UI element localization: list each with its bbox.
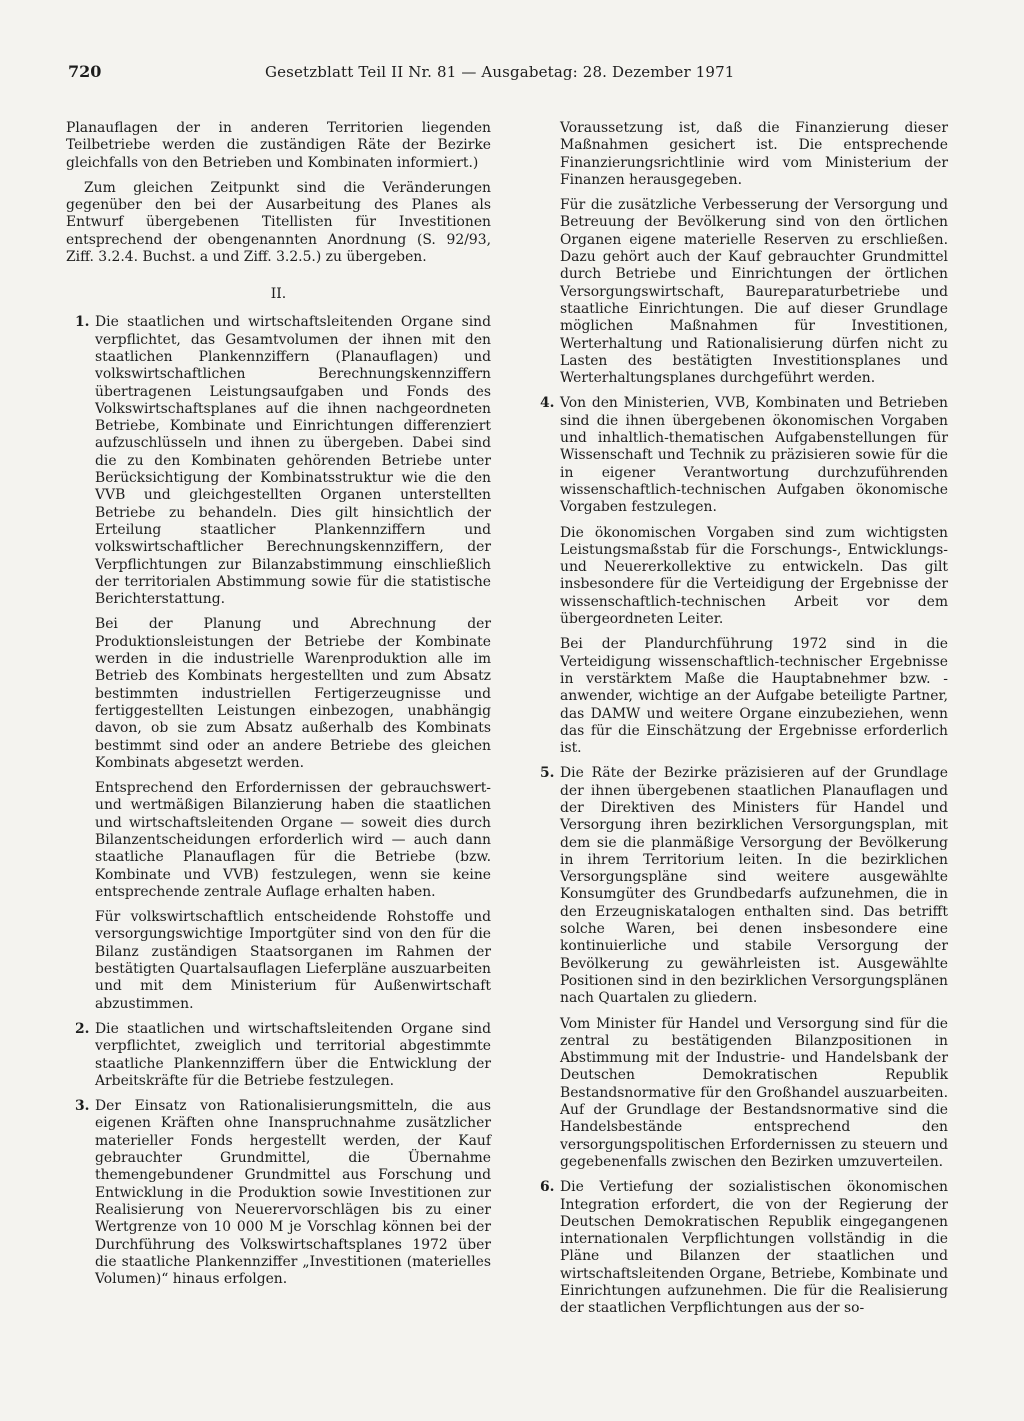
item-number: 3. [75,1098,90,1115]
paragraph: Die Räte der Bezirke präzisieren auf der Grundlage der ihnen übergebenen staatlichen Planauflagen und der Direktiven des Ministers für Handel und Versorgung ihren bezirklichen Versorgungsplan, mit dem sie die planmäßige Versorgung der Bevölkerung in ihrem Territorium leiten. In die bezirklichen Versorgungspläne sind weitere ausgewählte Konsumgüter des Grundbedarfs aufzunehmen, die in den Erzeugniskatalogen enthalten sind. Das betrifft solche Waren, bei denen insbesondere eine kontinuierliche und stabile Versorgung der Bevölkerung zu gewährleisten ist. Ausgewählte Positionen sind in den bezirklichen Versorgungsplänen nach Quartalen zu gliedern. [560,765,948,1007]
paragraph: Für volkswirtschaftlich entscheidende Rohstoffe und versorgungswichtige Importgüter sind von den für die Bilanz zuständigen Staatsorganen im Rahmen der bestätigten Quartalsauflagen Lieferpläne auszuarbeiten und mit dem Ministerium für Außenwirtschaft abzustimmen. [95,909,491,1012]
paragraph: Voraussetzung ist, daß die Finanzierung dieser Maßnahmen gesichert ist. Die entsprechende Finanzierungsrichtlinie wird vom Ministerium der Finanzen herausgegeben. [560,120,948,188]
paragraph: Bei der Plandurchführung 1972 sind in die Verteidigung wissenschaftlich-technischer Ergebnisse in verstärktem Maße die Hauptabnehmer bzw. -anwender, wichtige an der Aufgabe beteiligte Partner, das DAMW und weitere Organe einzubeziehen, wenn das für die Einschätzung der Ergebnisse erforderlich ist. [560,636,948,757]
numbered-item [531,395,948,757]
numbered-item [531,765,948,1171]
paragraph: Vom Minister für Handel und Versorgung sind für die zentral zu bestätigenden Bilanzpositionen in Abstimmung mit der Industrie- und Handelsbank der Deutschen Demokratischen Republik Bestandsnormative für den Großhandel auszuarbeiten. Auf der Grundlage der Bestandsnormative sind die Handelsbestände entsprechend den versorgungspolitischen Erfordernissen zu steuern und gegebenenfalls zwischen den Bezirken umzuverteilen. [560,1015,948,1170]
item-number: 4. [540,395,555,412]
right-column [531,120,948,1326]
paragraph: Der Einsatz von Rationalisierungsmitteln, die aus eigenen Kräften ohne Inanspruchnahme zusätzlicher materieller Fonds hergestellt werden, der Kauf gebrauchter Grundmittel, die Übernahme themengebundener Grundmittel aus Forschung und Entwicklung in die Produktion sowie Investitionen zur Realisierung von Neuerervorschlägen bis zu einer Wertgrenze von 10 000 M je Vorschlag können bei der Durchführung des Volkswirtschaftsplanes 1972 über die staatliche Plankennziffer „Investitionen (materielles Volumen)“ hinaus erfolgen. [95,1098,491,1288]
paragraph: Die Vertiefung der sozialistischen ökonomischen Integration erfordert, die von der Regierung der Deutschen Demokratischen Republik eingegangenen internationalen Verpflichtungen vollständig in die Pläne und Bilanzen der staatlichen und wirtschaftsleitenden Organe, Betriebe, Kombinate und Einrichtungen aufzunehmen. Die für die Realisierung der staatlichen Verpflichtungen aus der so- [560,1179,948,1317]
numbered-item [66,1098,491,1288]
header-title: Gesetzblatt Teil II Nr. 81 — Ausgabetag: 28. Dezember 1971 [265,63,735,81]
item-number: 1. [75,314,90,331]
item-number: 6. [540,1179,555,1196]
paragraph: Planauflagen der in anderen Territorien liegenden Teilbetriebe werden die zuständigen Räte der Bezirke gleichfalls von den Betrieben und Kombinaten informiert.) [66,120,491,171]
numbered-item [531,1179,948,1317]
continued-item [531,120,948,387]
numbered-item [66,314,491,1013]
left-column [66,120,491,1296]
paragraph: Von den Ministerien, VVB, Kombinaten und Betrieben sind die ihnen übergebenen ökonomischen Vorgaben und inhaltlich-thematischen Aufgabenstellungen für Wissenschaft und Technik zu präzisieren sowie für die in eigener Verantwortung durchzuführenden wissenschaftlich-technischen Aufgaben ökonomische Vorgaben festzulegen. [560,395,948,516]
paragraph: Für die zusätzliche Verbesserung der Versorgung und Betreuung der Bevölkerung sind von den örtlichen Organen eigene materielle Reserven zu erschließen. Dazu gehört auch der Kauf gebrauchter Grundmittel durch Betriebe und Einrichtungen der örtlichen Versorgungswirtschaft, Baureparaturbetriebe und staatliche Einrichtungen. Die auf dieser Grundlage möglichen Maßnahmen für Investitionen, Werterhaltung und Rationalisierung dürfen nicht zu Lasten des bestätigten Investitionsplanes und Werterhaltungsplanes durchgeführt werden. [560,197,948,387]
paragraph: Bei der Planung und Abrechnung der Produktionsleistungen der Betriebe der Kombinate werden in die industrielle Warenproduktion alle im Betrieb des Kombinats hergestellten und zum Absatz bestimmten industriellen Fertigerzeugnisse und fertiggestellten Leistungen einbezogen, unabhängig davon, ob sie zum Absatz außerhalb des Kombinats bestimmt sind oder an andere Betriebe des gleichen Kombinats abgesetzt werden. [95,616,491,771]
paragraph: Zum gleichen Zeitpunkt sind die Veränderungen gegenüber den bei der Ausarbeitung des Planes als Entwurf übergebenen Titellisten für Investitionen entsprechend der obengenannten Anordnung (S. 92/93, Ziff. 3.2.4. Buchst. a und Ziff. 3.2.5.) zu übergeben. [66,179,491,266]
item-number: 2. [75,1020,90,1037]
paragraph: Die staatlichen und wirtschaftsleitenden Organe sind verpflichtet, zweiglich und territorial abgestimmte staatliche Plankennziffern über die Entwicklung der Arbeitskräfte für die Betriebe festzulegen. [95,1020,491,1089]
page-number: 720 [68,62,102,81]
numbered-item [66,1021,491,1090]
paragraph: Die ökonomischen Vorgaben sind zum wichtigsten Leistungsmaßstab für die Forschungs-, Entwicklungs- und Neuererkollektive zu entwickeln. Das gilt insbesondere für die Verteidigung der Ergebnisse der wissenschaftlich-technischen Arbeit vor dem übergeordneten Leiter. [560,524,948,628]
item-number: 5. [540,765,555,782]
paragraph: Entsprechend den Erfordernissen der gebrauchswert- und wertmäßigen Bilanzierung haben die staatlichen und wirtschaftsleitenden Organe — soweit dies durch Bilanzentscheidungen erforderlich wird — auch dann staatliche Planauflagen für die Betriebe (bzw. Kombinate und VVB) festzulegen, wenn sie keine entsprechende zentrale Auflage erhalten haben. [95,780,491,900]
section-heading: II. [270,286,287,303]
paragraph: Die staatlichen und wirtschaftsleitenden Organe sind verpflichtet, das Gesamtvolumen der ihnen mit den staatlichen Plankennziffern (Planauflagen) und volkswirtschaftlichen Berechnungskennziffern übertragenen Leistungsaufgaben und Fonds des Volkswirtschaftsplanes auf die ihnen nachgeordneten Betriebe, Kombinate und Einrichtungen differenziert aufzuschlüsseln und ihnen zu übergeben. Dabei sind die zu den Kombinaten gehörenden Betriebe unter Berücksichtigung der Kombinatsstruktur wie die den VVB und gleichgestellten Organen unterstellten Betriebe zu behandeln. Dies gilt hinsichtlich der Erteilung staatlicher Plankennziffern und volkswirtschaftlicher Berechnungskennziffern, der Verpflichtungen zur Bilanzabstimmung einschließlich der territorialen Abstimmung sowie für die statistische Berichterstattung. [95,314,491,608]
